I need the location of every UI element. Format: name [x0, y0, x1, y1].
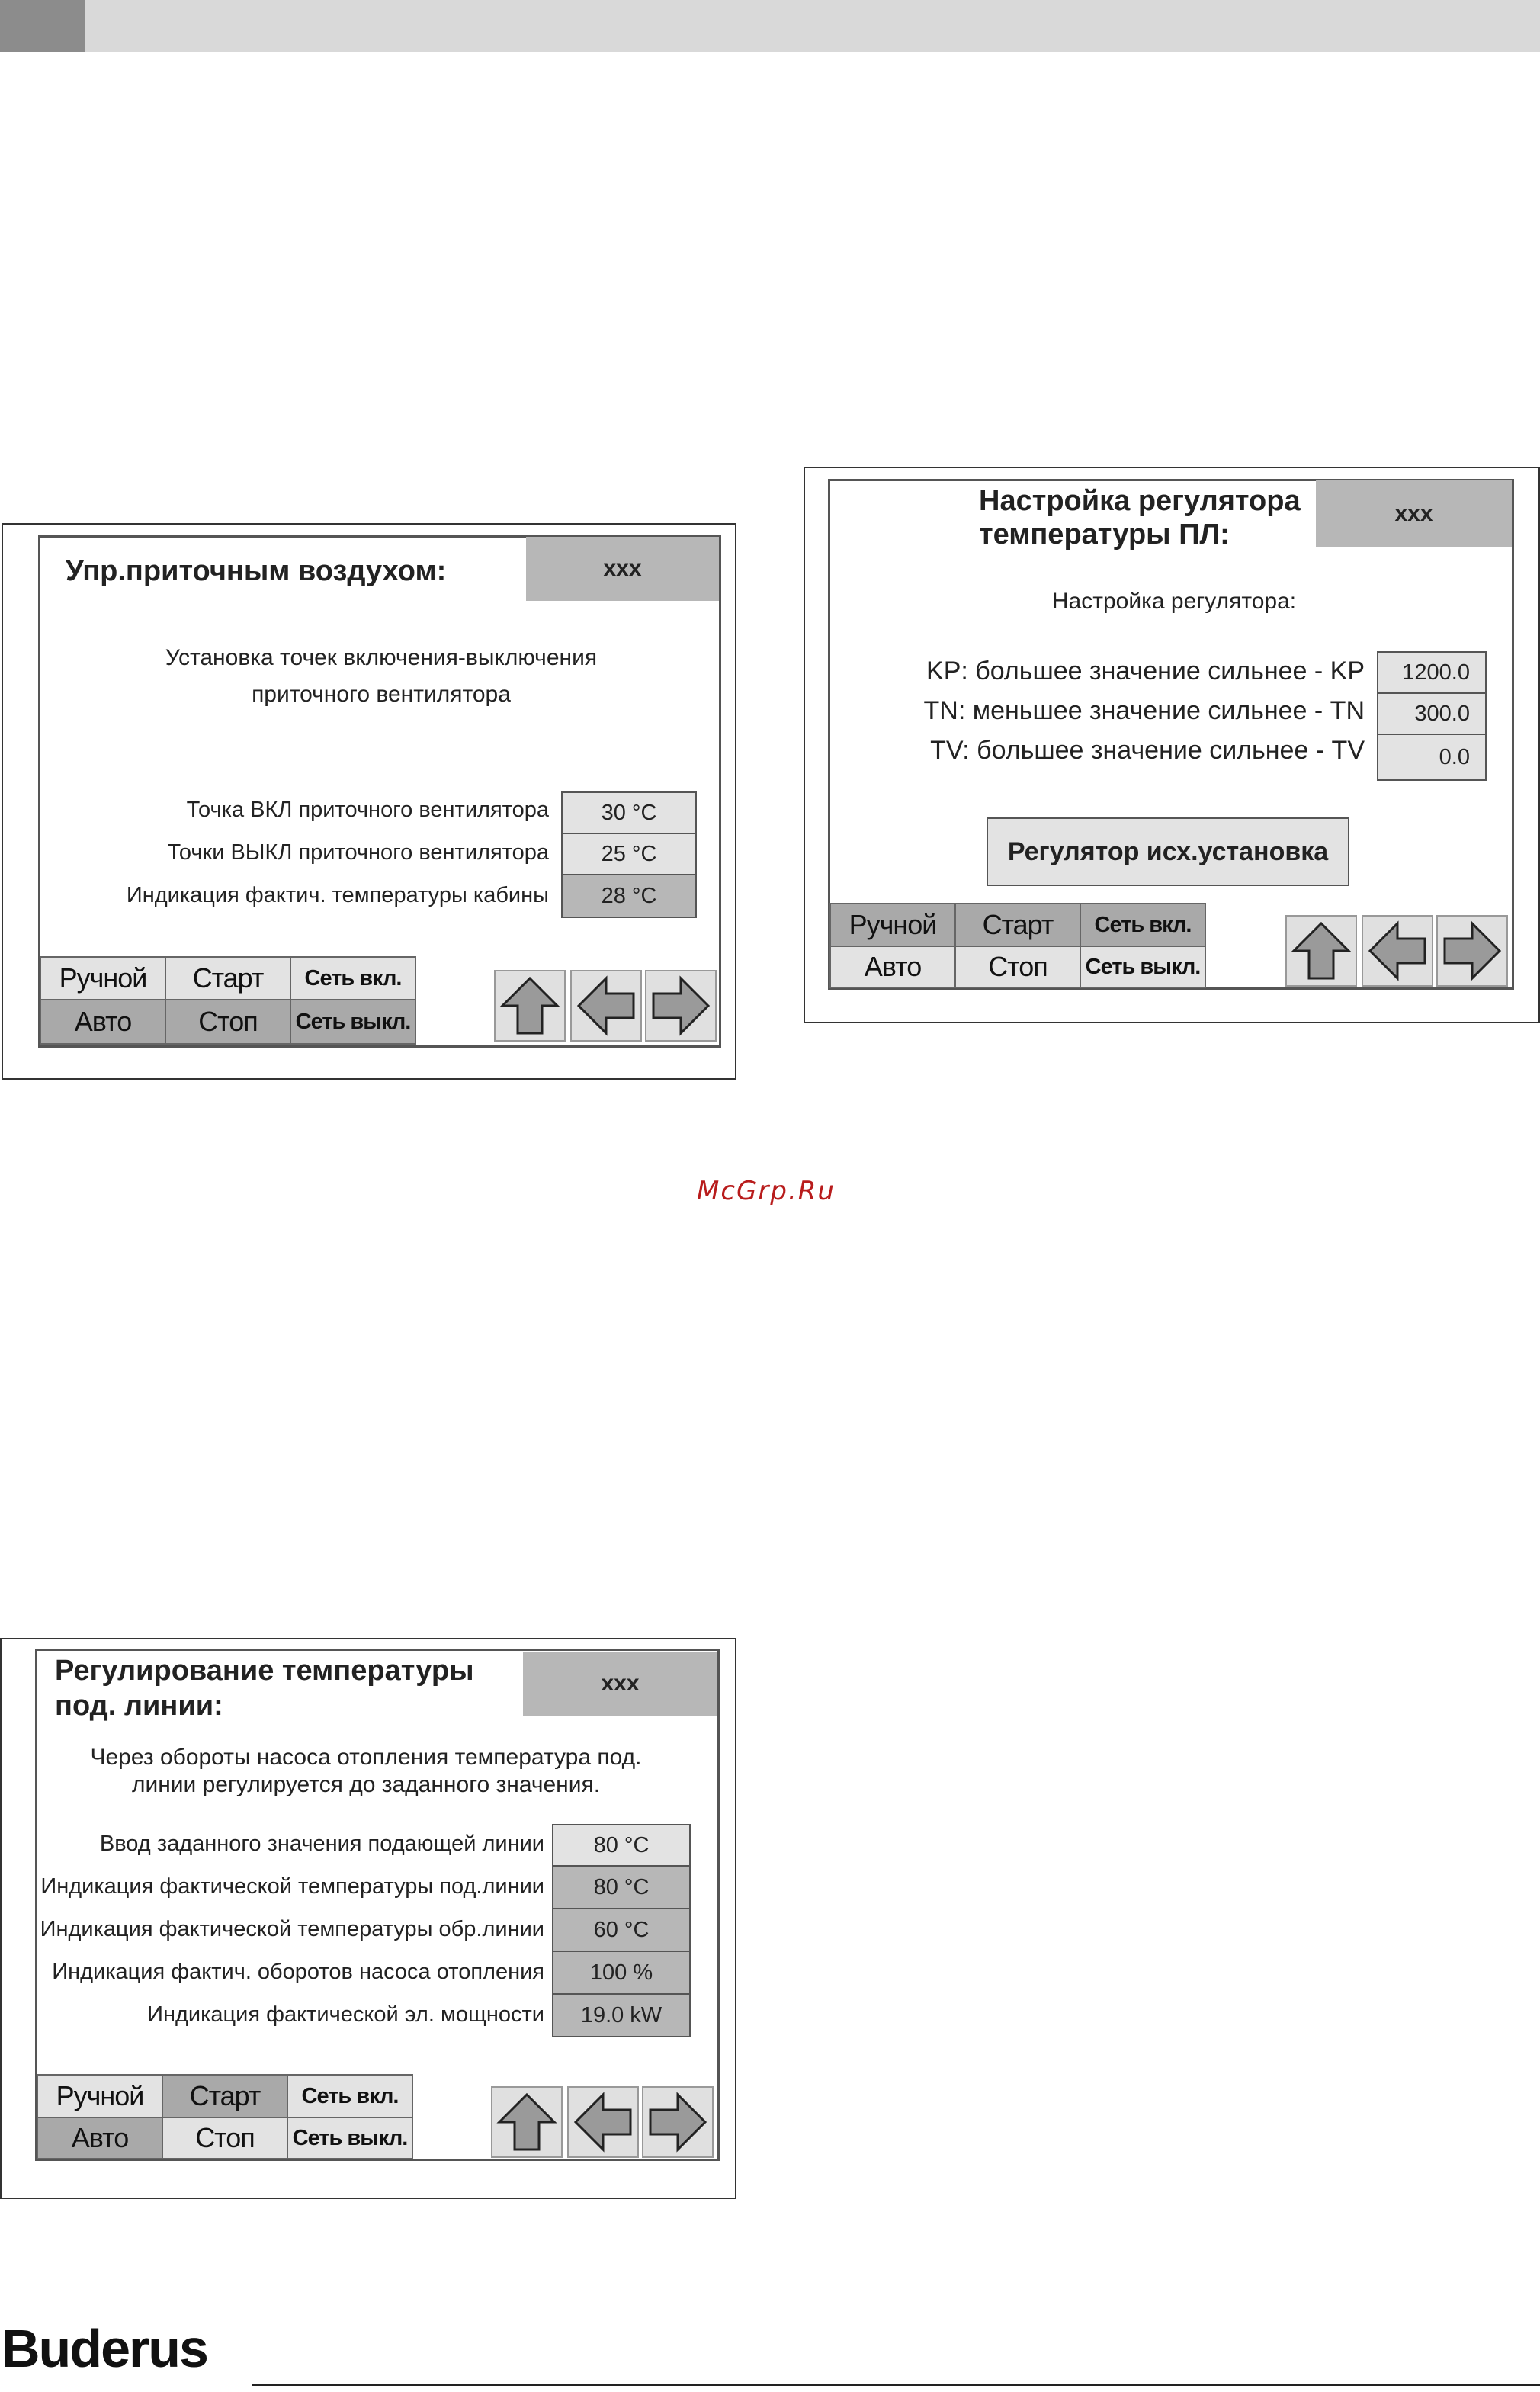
auto-button[interactable]: Авто	[829, 946, 956, 988]
power-value: 19.0 kW	[552, 1993, 691, 2037]
controller-reset-button[interactable]: Регулятор исх.установка	[987, 817, 1349, 886]
arrow-left-icon	[1365, 919, 1429, 983]
stop-button[interactable]: Стоп	[162, 2117, 288, 2159]
arrow-left-button[interactable]	[567, 2086, 639, 2158]
arrow-up-button[interactable]	[1285, 915, 1357, 987]
page-title: Упр.приточным воздухом:	[66, 555, 447, 587]
param-label-tv: TV: большее значение сильнее - TV	[930, 736, 1365, 765]
flow-temp-value: 80 °C	[552, 1865, 691, 1909]
manual-button[interactable]: Ручной	[40, 956, 166, 1000]
page-title-line-1: Регулирование температуры	[55, 1655, 474, 1687]
page-header-bar	[0, 0, 1540, 52]
arrow-right-button[interactable]	[1436, 915, 1508, 987]
cabin-temp-value: 28 °C	[561, 874, 697, 918]
brand-logo: Buderus	[2, 2319, 207, 2378]
arrow-up-button[interactable]	[491, 2086, 563, 2158]
row-label-cabin-temp: Индикация фактич. температуры кабины	[126, 883, 549, 907]
row-label-return-temp: Индикация фактической температуры обр.линии	[40, 1917, 544, 1941]
row-label-flow-temp: Индикация фактической температуры под.линии	[40, 1874, 544, 1899]
footer-rule	[252, 2384, 1540, 2386]
return-temp-value: 60 °C	[552, 1908, 691, 1952]
param-label-kp: KP: большее значение сильнее - KP	[926, 657, 1365, 685]
arrow-left-button[interactable]	[1362, 915, 1433, 987]
manual-button[interactable]: Ручной	[37, 2074, 163, 2118]
status-field: xxx	[1316, 480, 1512, 547]
pump-speed-value: 100 %	[552, 1951, 691, 1995]
net-off-button[interactable]: Сеть выкл.	[287, 2117, 413, 2159]
page-title-line-2: под. линии:	[55, 1690, 223, 1722]
arrow-up-icon	[498, 974, 562, 1038]
row-label-off-point: Точки ВЫКЛ приточного вентилятора	[167, 840, 549, 865]
arrow-up-icon	[495, 2090, 559, 2154]
start-button[interactable]: Старт	[162, 2074, 288, 2118]
status-field: xxx	[523, 1652, 717, 1716]
start-button[interactable]: Старт	[954, 903, 1081, 947]
start-button[interactable]: Старт	[165, 956, 291, 1000]
param-label-tn: TN: меньшее значение сильнее - TN	[923, 696, 1365, 725]
on-point-value[interactable]: 30 °C	[561, 791, 697, 834]
page-number-tab	[0, 0, 85, 52]
auto-button[interactable]: Авто	[40, 999, 166, 1045]
arrow-left-button[interactable]	[570, 970, 642, 1042]
description-line-2: приточного вентилятора	[252, 682, 511, 707]
arrow-up-icon	[1289, 919, 1353, 983]
row-label-power: Индикация фактической эл. мощности	[147, 2002, 544, 2027]
net-on-button[interactable]: Сеть вкл.	[1080, 903, 1206, 947]
row-label-setpoint: Ввод заданного значения подающей линии	[99, 1832, 544, 1856]
description-line-2: линии регулируется до заданного значения.	[131, 1772, 601, 1797]
watermark-text: McGrp.Ru	[697, 1176, 836, 1206]
manual-button[interactable]: Ручной	[829, 903, 956, 947]
stop-button[interactable]: Стоп	[165, 999, 291, 1045]
arrow-right-icon	[1440, 919, 1504, 983]
description-line-1: Установка точек включения-выключения	[165, 645, 598, 670]
arrow-right-button[interactable]	[645, 970, 717, 1042]
tn-value[interactable]: 300.0	[1377, 692, 1487, 735]
status-field: xxx	[526, 537, 719, 601]
off-point-value[interactable]: 25 °C	[561, 833, 697, 875]
arrow-up-button[interactable]	[494, 970, 566, 1042]
kp-value[interactable]: 1200.0	[1377, 651, 1487, 694]
stop-button[interactable]: Стоп	[954, 946, 1081, 988]
subtitle: Настройка регулятора:	[1051, 589, 1297, 614]
setpoint-value[interactable]: 80 °C	[552, 1824, 691, 1867]
net-on-button[interactable]: Сеть вкл.	[290, 956, 416, 1000]
net-on-button[interactable]: Сеть вкл.	[287, 2074, 413, 2118]
net-off-button[interactable]: Сеть выкл.	[290, 999, 416, 1045]
arrow-right-icon	[649, 974, 713, 1038]
net-off-button[interactable]: Сеть выкл.	[1080, 946, 1206, 988]
page-title-line-1: Настройка регулятора	[979, 485, 1301, 517]
arrow-left-icon	[574, 974, 638, 1038]
auto-button[interactable]: Авто	[37, 2117, 163, 2159]
arrow-left-icon	[571, 2090, 635, 2154]
arrow-right-icon	[646, 2090, 710, 2154]
arrow-right-button[interactable]	[642, 2086, 714, 2158]
row-label-on-point: Точка ВКЛ приточного вентилятора	[186, 798, 549, 822]
description-line-1: Через обороты насоса отопления температура под.	[90, 1745, 642, 1770]
row-label-pump-speed: Индикация фактич. оборотов насоса отопления	[52, 1960, 544, 1984]
page-title-line-2: температуры ПЛ:	[979, 519, 1230, 551]
tv-value[interactable]: 0.0	[1377, 734, 1487, 781]
